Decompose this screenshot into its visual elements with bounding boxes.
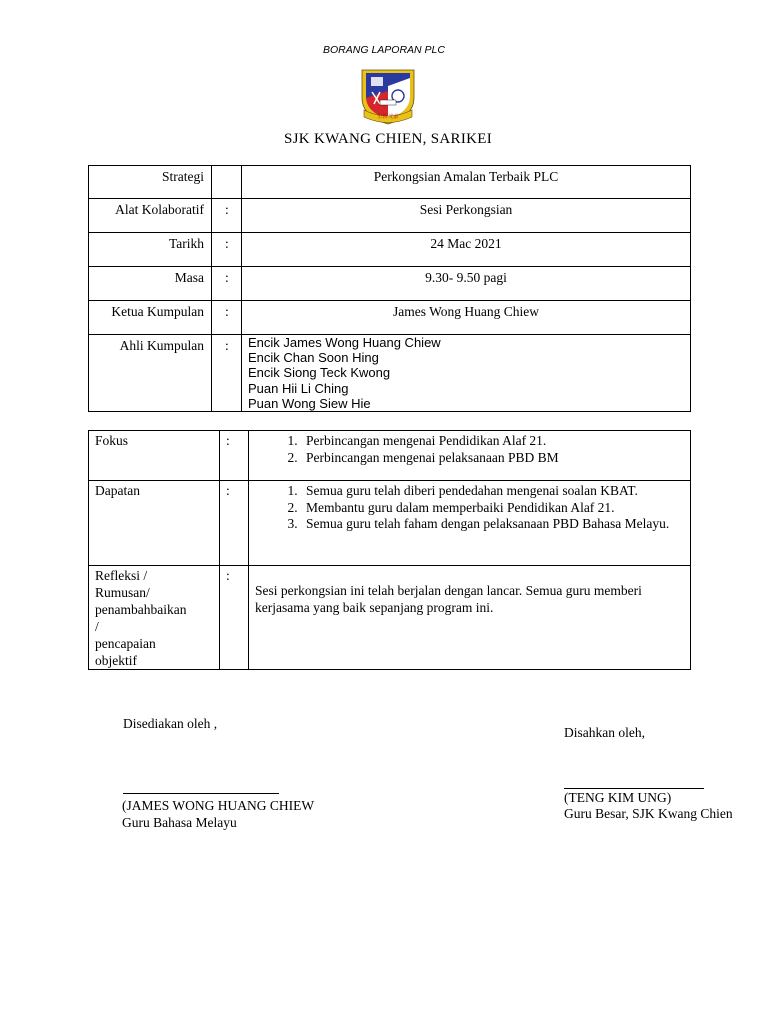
report-table <box>88 430 691 670</box>
prepared-by-name: (JAMES WONG HUANG CHIEW <box>122 798 315 813</box>
members-list <box>242 335 691 412</box>
row-value: Perkongsian Amalan Terbaik PLC <box>242 166 691 199</box>
list-item: 1. Semua guru telah diberi pendedahan mengenai soalan KBAT. <box>301 483 684 500</box>
table-row-members <box>89 335 691 412</box>
row-colon: : <box>212 267 242 301</box>
row-value: 9.30- 9.50 pagi <box>242 267 691 301</box>
prepared-by-caption: Disediakan oleh , <box>123 716 218 731</box>
row-label: Ketua Kumpulan <box>89 301 212 335</box>
fokus-content <box>249 431 691 481</box>
table-row <box>89 233 691 267</box>
row-label: Alat Kolaboratif <box>89 199 212 233</box>
row-colon: : <box>212 335 242 412</box>
dapatan-label: Dapatan <box>89 481 220 566</box>
refleksi-label-line: Refleksi / <box>95 568 148 583</box>
signature-line-left <box>123 793 279 794</box>
row-colon: : <box>212 199 242 233</box>
member-name: Encik James Wong Huang Chiew <box>248 335 441 350</box>
fokus-label: Fokus <box>89 431 220 481</box>
list-item: 2. Perbincangan mengenai pelaksanaan PBD BM <box>301 450 684 467</box>
row-colon: : <box>212 233 242 267</box>
table-row-refleksi <box>89 566 691 670</box>
table-row <box>89 166 691 199</box>
row-colon: : <box>220 431 249 481</box>
signature-line-right <box>564 788 704 789</box>
row-colon: : <box>220 566 249 670</box>
approved-by-name: (TENG KIM UNG) <box>564 790 672 805</box>
refleksi-label-line: objektif <box>95 653 137 668</box>
school-name: SJK KWANG CHIEN, SARIKEI <box>283 131 493 147</box>
school-crest-logo <box>358 64 418 126</box>
form-title: BORANG LAPORAN PLC <box>323 44 445 56</box>
member-name: Encik Chan Soon Hing <box>248 350 379 366</box>
approved-by-caption: Disahkan oleh, <box>564 725 645 740</box>
row-label: Tarikh <box>89 233 212 267</box>
table-row <box>89 301 691 335</box>
svg-text:公教 光前: 公教 光前 <box>377 115 399 120</box>
member-name: Encik Siong Teck Kwong <box>248 365 391 381</box>
refleksi-label-line: penambahbaikan <box>95 602 187 617</box>
list-item: 1. Perbincangan mengenai Pendidikan Alaf 21. <box>301 433 684 450</box>
table-row <box>89 267 691 301</box>
row-colon <box>212 166 242 199</box>
prepared-by-position: Guru Bahasa Melayu <box>122 815 237 830</box>
info-table <box>88 165 691 412</box>
list-item: 3. Semua guru telah faham dengan pelaksanaan PBD Bahasa Melayu. <box>301 516 684 533</box>
table-row-fokus <box>89 431 691 481</box>
members-label: Ahli Kumpulan <box>89 335 212 412</box>
refleksi-label-line: pencapaian <box>95 636 156 651</box>
row-value: Sesi Perkongsian <box>242 199 691 233</box>
member-name: Puan Hii Li Ching <box>248 380 349 396</box>
approved-by-position: Guru Besar, SJK Kwang Chien <box>564 806 733 821</box>
row-label: Masa <box>89 267 212 301</box>
table-row-dapatan <box>89 481 691 566</box>
row-label: Strategi <box>89 166 212 199</box>
refleksi-label <box>89 566 220 670</box>
refleksi-label-line: Rumusan/ <box>95 585 150 600</box>
table-row <box>89 199 691 233</box>
refleksi-content: Sesi perkongsian ini telah berjalan dengan lancar. Semua guru memberi kerjasama yang baik sepanjang program ini. <box>249 566 691 670</box>
refleksi-label-line: / <box>95 619 99 634</box>
dapatan-content <box>249 481 691 566</box>
row-value: James Wong Huang Chiew <box>242 301 691 335</box>
row-colon: : <box>220 481 249 566</box>
row-value: 24 Mac 2021 <box>242 233 691 267</box>
row-colon: : <box>212 301 242 335</box>
member-name: Puan Wong Siew Hie <box>248 395 371 411</box>
list-item: 2. Membantu guru dalam memperbaiki Pendidikan Alaf 21. <box>301 500 684 517</box>
